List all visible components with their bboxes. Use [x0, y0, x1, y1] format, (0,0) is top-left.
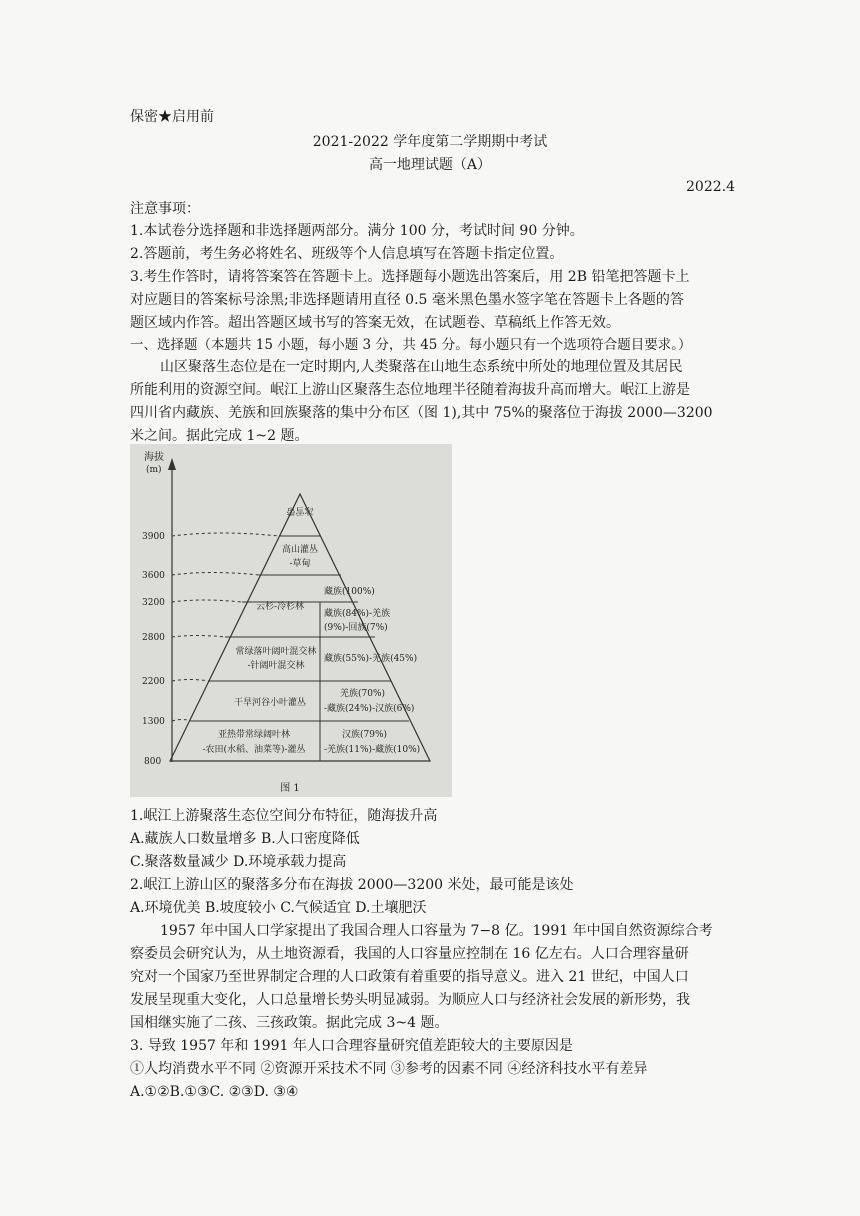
section-1-title: 一、选择题（本题共 15 小题，每小题 3 分，共 45 分。每小题只有一个选项符合题目要求。） — [130, 337, 692, 353]
passage-2-line-5: 国相继实施了二孩、三孩政策。据此完成 3~4 题。 — [130, 1015, 449, 1031]
layer-3200-pop-2: (9%)-回族(7%) — [324, 623, 388, 633]
layer-mixed-forest-label: 常绿落叶阔叶混交林 — [235, 647, 317, 657]
layer-valley-pop-1: 羌族(70%) — [340, 689, 386, 699]
layer-mixed-forest-label-2: -针阔叶混交林 — [247, 661, 305, 671]
notice-item-1: 1.本试卷分选择题和非选择题两部分。满分 100 分，考试时间 90 分钟。 — [130, 223, 584, 239]
layer-subtropical-pop-1: 汉族(79%) — [342, 730, 388, 740]
tick-label: 2800 — [142, 633, 165, 643]
layer-spruce-label: 云杉-冷杉林 — [255, 602, 305, 612]
passage-1-line-4: 米之间。据此完成 1~2 题。 — [130, 428, 309, 444]
question-1-stem: 1.岷江上游聚落生态位空间分布特征，随海拔升高 — [130, 808, 438, 824]
exam-title: 2021-2022 学年度第二学期期中考试 — [312, 134, 548, 150]
passage-1-line-2: 所能利用的资源空间。岷江上游山区聚落生态位地理半径随着海拔升高而增大。岷江上游是 — [130, 382, 690, 398]
axis-unit: (m) — [146, 465, 162, 475]
figure-caption: 图 1 — [280, 783, 300, 794]
exam-date: 2022.4 — [686, 179, 735, 195]
passage-2-line-4: 发展呈现重大变化，人口总量增长势头明显减弱。为顺应人口与经济社会发展的新形势，我 — [130, 992, 690, 1008]
notice-heading: 注意事项： — [130, 201, 200, 217]
layer-valley-pop-2: -藏族(24%)-汉族(6%) — [324, 704, 415, 714]
question-3-statements: ①人均消费水平不同 ②资源开采技术不同 ③参考的因素不同 ④经济科技水平有差异 — [130, 1061, 648, 1077]
passage-2-line-3: 究对一个国家乃至世界制定合理的人口政策有着重要的指导意义。进入 21 世纪，中国人口 — [130, 969, 689, 985]
question-3-options: A.①②B.①③C. ②③D. ③④ — [130, 1084, 299, 1100]
question-1-options-cd: C.聚落数量减少 D.环境承载力提高 — [130, 854, 347, 870]
question-2-options: A.环境优美 B.坡度较小 C.气候适宜 D.土壤肥沃 — [130, 900, 427, 916]
tick-label: 3900 — [142, 532, 165, 542]
notice-item-3-line-3: 题区域内作答。超出答题区域书写的答案无效，在试题卷、草稿纸上作答无效。 — [130, 315, 620, 331]
notice-item-2: 2.答题前，考生务必将姓名、班级等个人信息填写在答题卡指定位置。 — [130, 246, 564, 262]
layer-valley-label: 干旱河谷小叶灌丛 — [233, 698, 307, 708]
subject-title: 高一地理试题（A） — [368, 157, 492, 173]
layer-snow-label: 冰雪带 — [286, 505, 314, 515]
axis-title: 海拔 — [144, 452, 164, 463]
confidential-mark: 保密★启用前 — [130, 109, 214, 125]
passage-2-line-1: 1957 年中国人口学家提出了我国合理人口容量为 7−8 亿。1991 年中国自然资源综合考 — [160, 923, 713, 939]
figure-1-pyramid — [130, 444, 452, 797]
question-3-stem: 3. 导致 1957 年和 1991 年人口合理容量研究值差距较大的主要原因是 — [130, 1038, 573, 1054]
pyramid-diagram — [130, 444, 452, 797]
passage-1-line-3: 四川省内藏族、羌族和回族聚落的集中分布区（图 1),其中 75%的聚落位于海拔 2000—3200 — [130, 405, 713, 421]
layer-mixed-forest-pop: 藏族(55%)-羌族(45%) — [324, 654, 418, 664]
tick-label: 1300 — [142, 717, 165, 727]
tick-label: 800 — [144, 757, 162, 767]
layer-subtropical-label-2: -农田(水稻、油菜等)-灌丛 — [202, 745, 306, 755]
layer-alpine-label-2: -草甸 — [289, 559, 311, 569]
question-2-stem: 2.岷江上游山区的聚落多分布在海拔 2000—3200 米处，最可能是该处 — [130, 877, 574, 893]
layer-alpine-label: 高山灌丛 — [281, 545, 319, 555]
layer-spruce-pop: 藏族(100%) — [324, 587, 375, 597]
layer-subtropical-label: 亚热带常绿阔叶林 — [217, 730, 291, 740]
passage-1-line-1: 山区聚落生态位是在一定时期内,人类聚落在山地生态系统中所处的地理位置及其居民 — [160, 359, 683, 375]
question-1-options-ab: A.藏族人口数量增多 B.人口密度降低 — [130, 831, 360, 847]
tick-label: 3600 — [142, 571, 165, 581]
notice-item-3-line-1: 3.考生作答时，请将答案答在答题卡上。选择题每小题选出答案后，用 2B 铅笔把答题卡上 — [130, 269, 690, 285]
passage-2-line-2: 察委员会研究认为，从土地资源看，我国的人口容量应控制在 16 亿左右。人口合理容量研 — [130, 946, 689, 962]
tick-label: 2200 — [142, 677, 165, 687]
notice-item-3-line-2: 对应题目的答案标号涂黑;非选择题请用直径 0.5 毫米黑色墨水签字笔在答题卡上各题的答 — [130, 292, 684, 308]
tick-label: 3200 — [142, 598, 165, 608]
layer-subtropical-pop-2: -羌族(11%)-藏族(10%) — [324, 745, 421, 755]
layer-3200-pop-1: 藏族(84%)-羌族 — [324, 609, 391, 619]
